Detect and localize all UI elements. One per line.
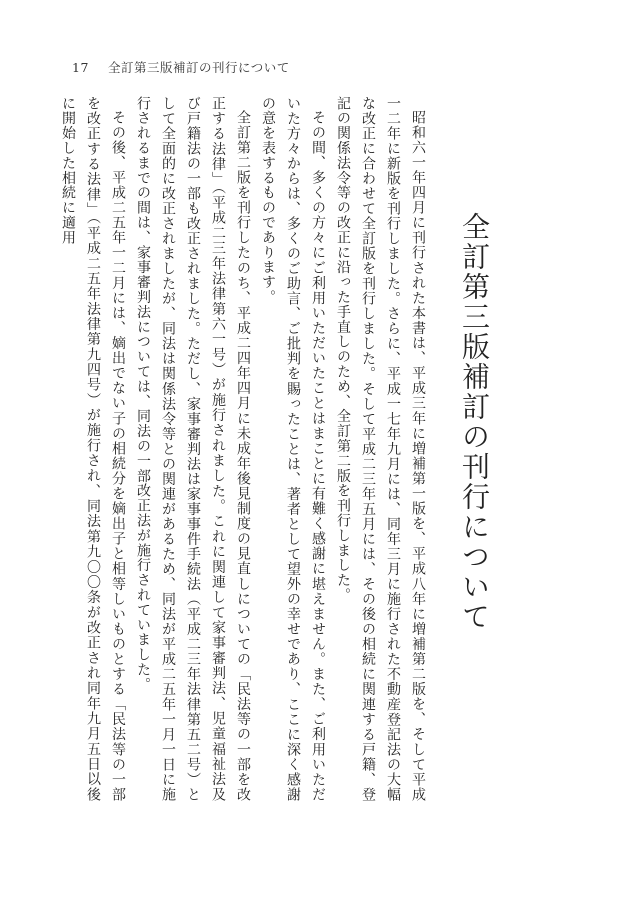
running-header xyxy=(72,58,290,76)
paragraph: 全訂第二版を刊行したのち、平成二四年四月に未成年後見制度の見直しについての「民法等の一部を改正する法律」（平成二三年法律第六一号）が施行されました。これに関連して家事審判法、児童福祉法及び戸籍法の一部も改正されました。ただし、家事審判法は家事事件手続法（平成二三年法律第五二号）として全面的に改正されましたが、同法は関係法令等との関連があるため、同法が平成二五年一月一日に施行されるまでの間は、家事審判法については、同法の一部改正法が施行されていました。 xyxy=(135,96,251,802)
page-number: 17 xyxy=(72,60,89,75)
body-text xyxy=(60,96,430,802)
paragraph: その後、平成二五年一二月には、嫡出でない子の相続分を嫡出子と相等しいものとする「民法等の一部を改正する法律」（平成二五年法律第九四号）が施行され、同法第九〇〇条が改正され同年九月五日以後に開始した相続に適用 xyxy=(60,96,126,802)
paragraph: 昭和六一年四月に刊行された本書は、平成三年に増補第一版を、平成八年に増補第二版を、そして平成一二年に新版を刊行しました。さらに、平成一七年九月には、同年三月に施行された不動産登記法の大幅な改正に合わせて全訂版を刊行しました。そして平成二三年五月には、その後の相続に関連する戸籍、登記の関係法令等の改正に沿った手直しのため、全訂第二版を刊行しました。 xyxy=(335,96,426,802)
running-title: 全訂第三版補訂の刊行について xyxy=(108,60,290,75)
paragraph: その間、多くの方々にご利用いただいたことはまことに有難く感謝に堪えません。また、ご利用いただいた方々からは、多くのご助言、ご批判を賜ったことは、著者として望外の幸せであり、ここに深く感謝の意を表するものであります。 xyxy=(260,96,326,802)
chapter-title: 全訂第三版補訂の刊行について xyxy=(458,212,491,632)
